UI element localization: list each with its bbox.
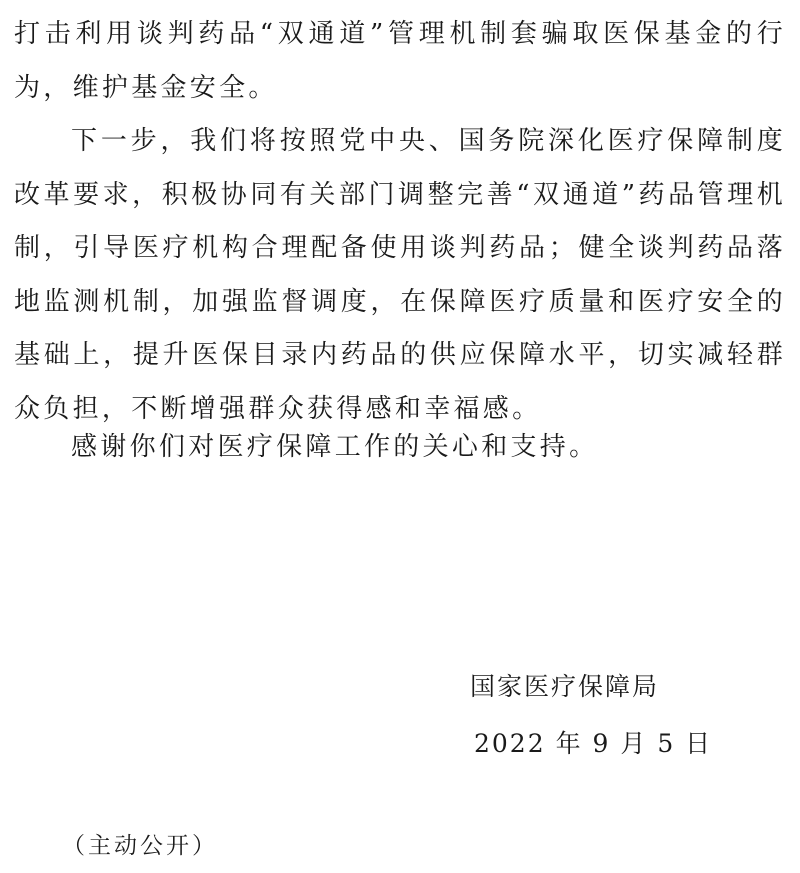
issue-date: 2022 年 9 月 5 日 bbox=[474, 729, 713, 758]
paragraph-next-steps: 下一步，我们将按照党中央、国务院深化医疗保障制度改革要求，积极协同有关部门调整完善“双通道”药品管理机制，引导医疗机构合理配备使用谈判药品；健全谈判药品落地监测机制，加强监督调度，在保障医疗质量和医疗安全的基础上，提升医保目录内药品的供应保障水平，切实减轻群众负担，不断增强群众获得感和幸福感。 bbox=[14, 126, 786, 424]
disclosure-note: （主动公开） bbox=[62, 833, 218, 859]
paragraph-thanks: 感谢你们对医疗保障工作的关心和支持。 bbox=[71, 432, 599, 462]
paragraph-closing-clause: 打击利用谈判药品“双通道”管理机制套骗取医保基金的行为，维护基金安全。 bbox=[14, 19, 786, 103]
issuer-name: 国家医疗保障局 bbox=[470, 672, 660, 701]
